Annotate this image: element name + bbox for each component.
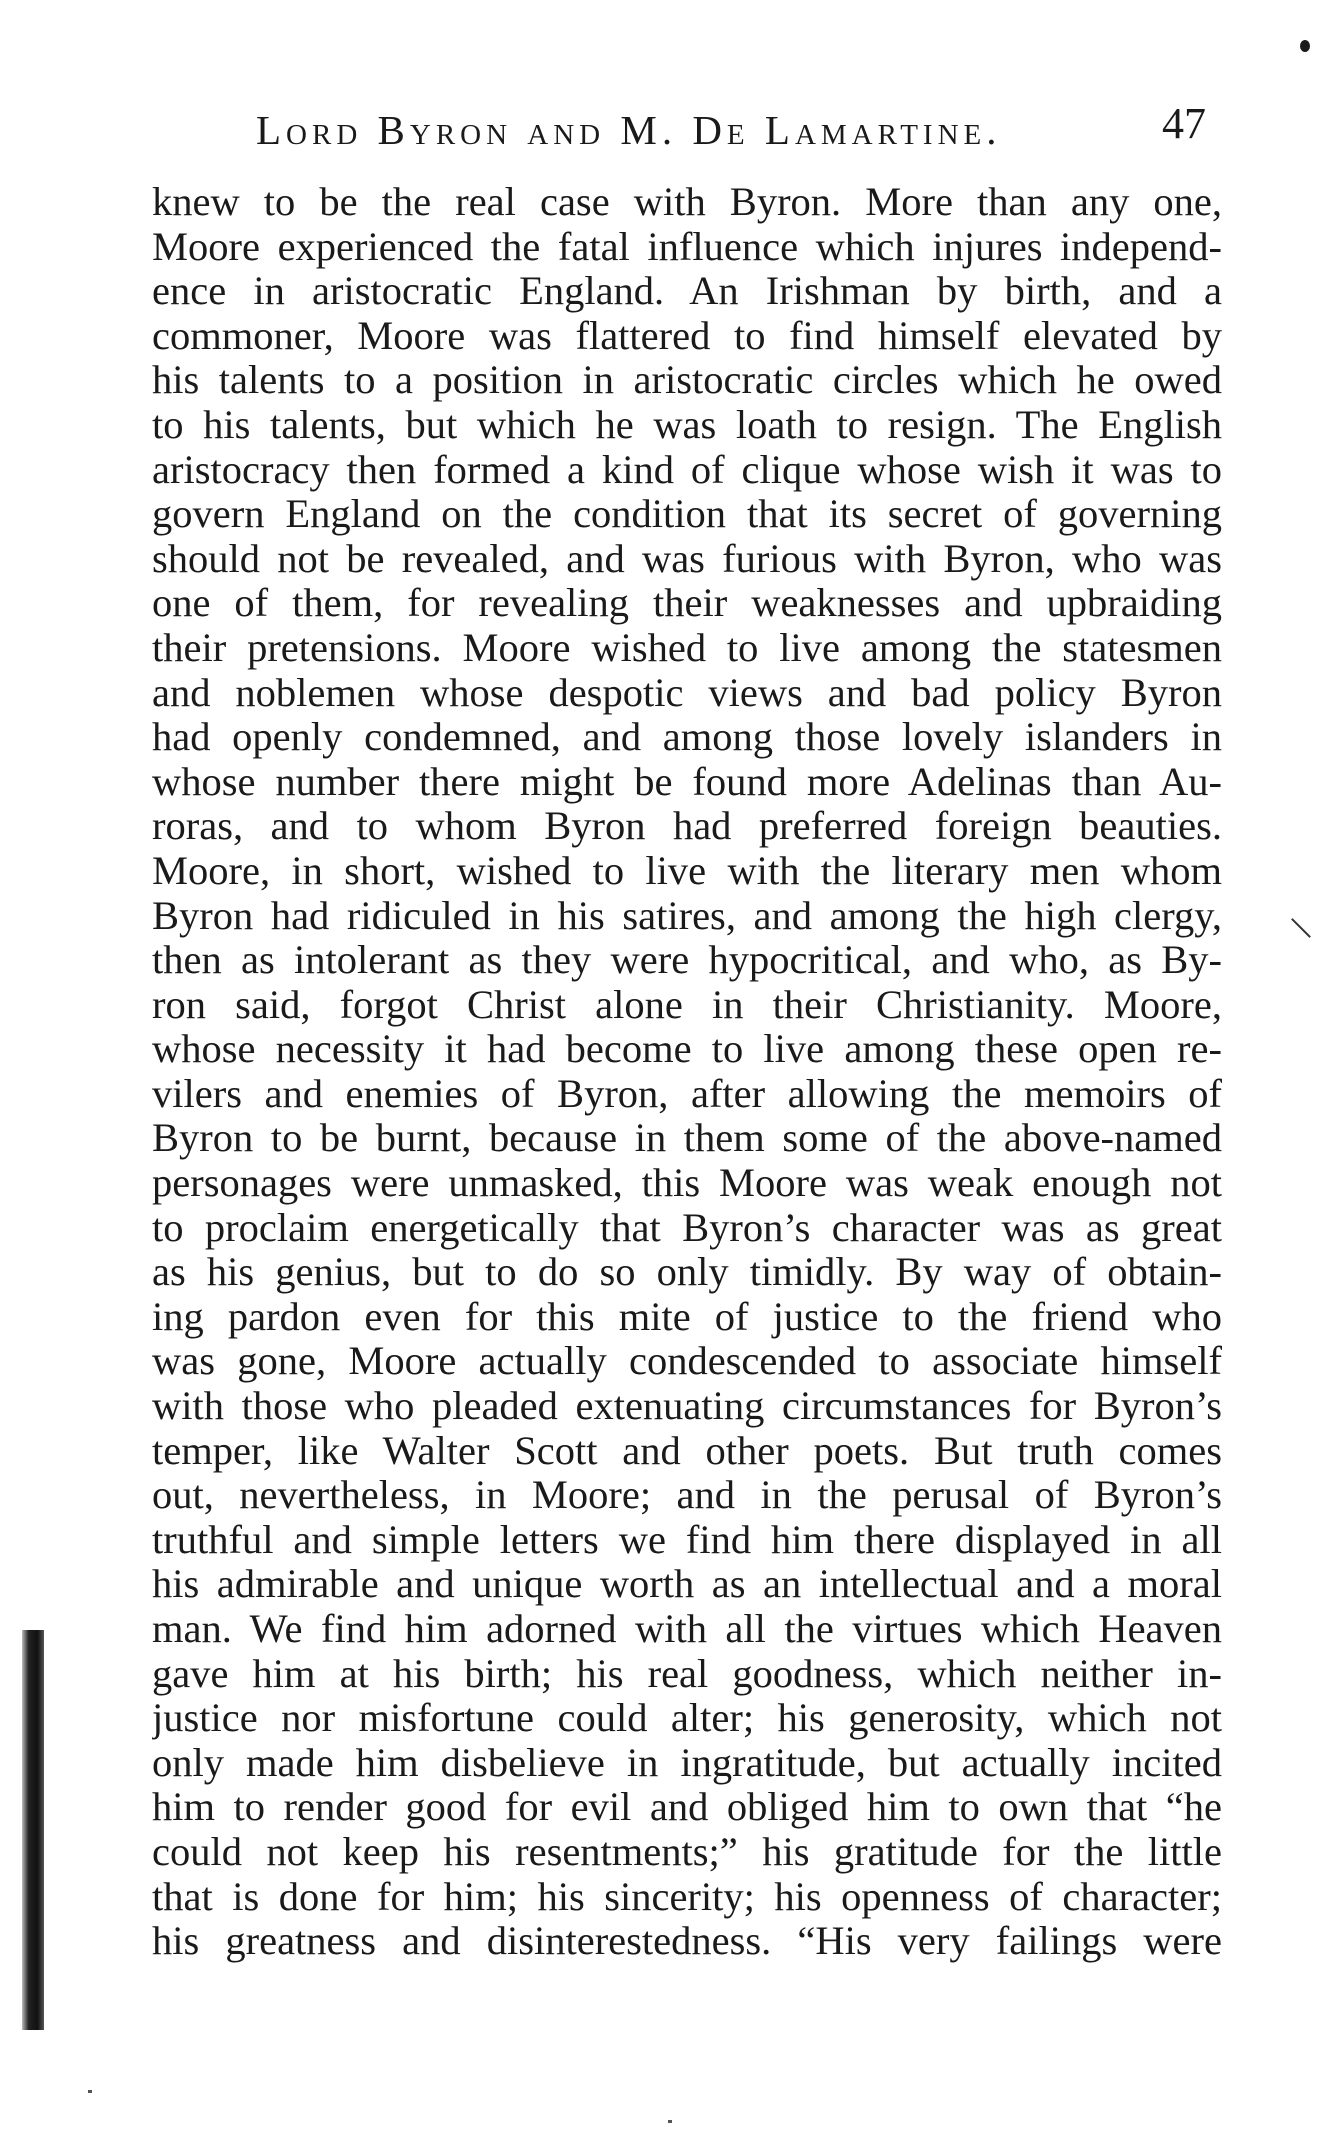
text-line: aristocracy then formed a kind of clique whose wish it was to [152, 447, 1222, 492]
text-line: commoner, Moore was flattered to find himself elevated by [152, 313, 1222, 358]
text-line: ron said, forgot Christ alone in their Christianity. Moore, [152, 982, 1222, 1027]
running-head [236, 98, 1216, 158]
text-line: govern England on the condition that its secret of governing [152, 492, 1222, 537]
text-line: as his genius, but to do so only timidly. By way of obtain- [152, 1250, 1222, 1295]
text-line: vilers and enemies of Byron, after allowing the memoirs of [152, 1071, 1222, 1116]
text-line: him to render good for evil and obliged him to own that “he [152, 1785, 1222, 1830]
text-line: one of them, for revealing their weaknesses and upbraiding [152, 581, 1222, 626]
text-line: knew to be the real case with Byron. More than any one, [152, 180, 1222, 224]
text-line: temper, like Walter Scott and other poets. But truth comes [152, 1428, 1222, 1473]
text-line: Byron had ridiculed in his satires, and among the high clergy, [152, 893, 1222, 938]
text-line: personages were unmasked, this Moore was weak enough not [152, 1161, 1222, 1206]
text-line: then as intolerant as they were hypocritical, and who, as By- [152, 938, 1222, 983]
text-line: whose necessity it had become to live among these open re- [152, 1027, 1222, 1072]
text-line: Moore, in short, wished to live with the literary men whom [152, 848, 1222, 893]
text-line: to proclaim energetically that Byron’s character was as great [152, 1205, 1222, 1250]
text-line: ence in aristocratic England. An Irishman by birth, and a [152, 269, 1222, 314]
text-line: Moore experienced the fatal influence which injures independ- [152, 224, 1222, 269]
text-line: truthful and simple letters we find him there displayed in all [152, 1517, 1222, 1562]
text-line: could not keep his resentments;” his gratitude for the little [152, 1829, 1222, 1874]
text-line: to his talents, but which he was loath to resign. The English [152, 402, 1222, 447]
text-line: his talents to a position in aristocratic circles which he owed [152, 358, 1222, 403]
text-line: Byron to be burnt, because in them some of the above-named [152, 1116, 1222, 1161]
text-line: was gone, Moore actually condescended to associate himself [152, 1339, 1222, 1384]
text-line: roras, and to whom Byron had preferred foreign beauties. [152, 804, 1222, 849]
text-line: their pretensions. Moore wished to live among the statesmen [152, 625, 1222, 670]
text-line: and noblemen whose despotic views and bad policy Byron [152, 670, 1222, 715]
text-line: that is done for him; his sincerity; his openness of character; [152, 1874, 1222, 1919]
text-line: whose number there might be found more Adelinas than Au- [152, 759, 1222, 804]
text-line: with those who pleaded extenuating circumstances for Byron’s [152, 1384, 1222, 1429]
text-line: should not be revealed, and was furious with Byron, who was [152, 536, 1222, 581]
text-line: his admirable and unique worth as an intellectual and a moral [152, 1562, 1222, 1607]
running-title: Lord Byron and M. De Lamartine. [256, 107, 1002, 153]
ink-speck [668, 2120, 672, 2123]
ink-speck [88, 2090, 92, 2093]
margin-tick-mark [1291, 918, 1311, 938]
body-text [152, 180, 1222, 1964]
page-number: 47 [1162, 99, 1206, 148]
text-line: justice nor misfortune could alter; his generosity, which not [152, 1696, 1222, 1741]
text-line: his greatness and disinterestedness. “His very failings were [152, 1919, 1222, 1964]
text-line: only made him disbelieve in ingratitude, but actually incited [152, 1740, 1222, 1785]
text-line: out, nevertheless, in Moore; and in the perusal of Byron’s [152, 1473, 1222, 1518]
text-line: gave him at his birth; his real goodness, which neither in- [152, 1651, 1222, 1696]
text-line: man. We find him adorned with all the virtues which Heaven [152, 1607, 1222, 1651]
text-line: had openly condemned, and among those lovely islanders in [152, 715, 1222, 760]
binding-shadow [22, 1630, 44, 2030]
text-line: ing pardon even for this mite of justice to the friend who [152, 1294, 1222, 1339]
ink-dot [1300, 40, 1310, 52]
